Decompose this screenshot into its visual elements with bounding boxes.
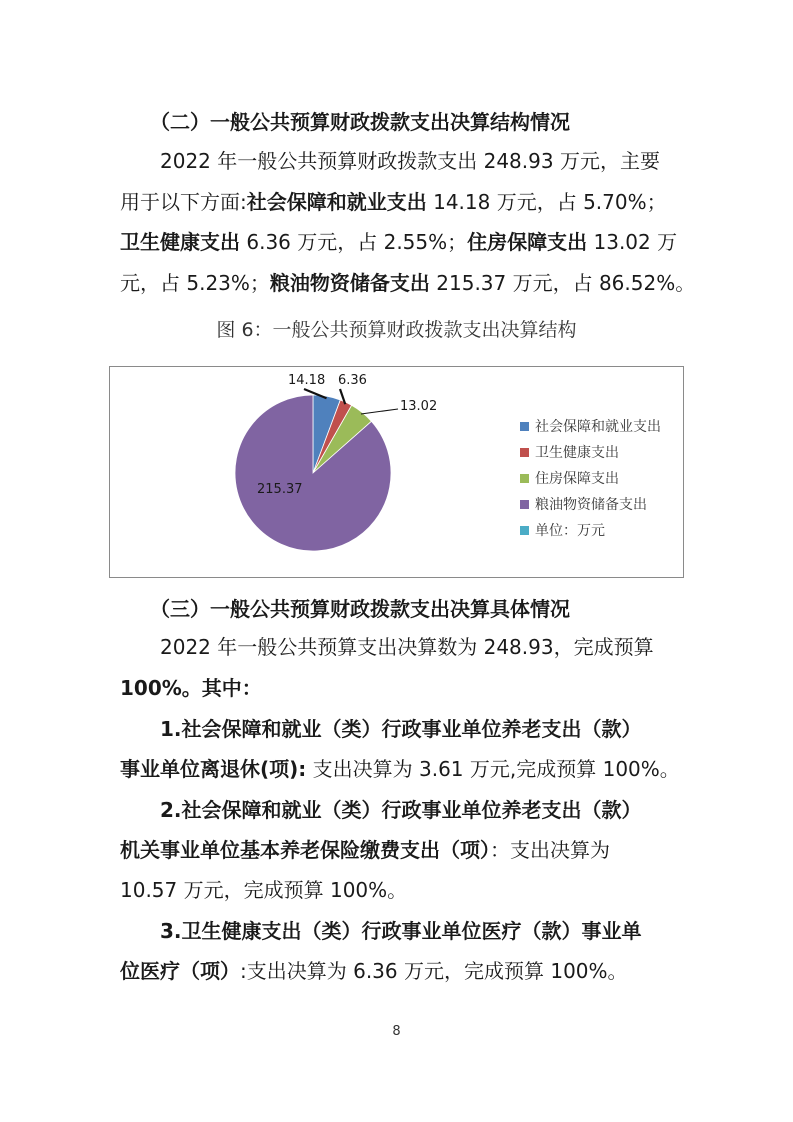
data-label-215-37: 215.37 [257,482,303,497]
legend-item-health [520,439,661,465]
item2-line3: 10.57 万元，完成预算 100%。 [120,878,408,902]
pie-chart [110,367,510,577]
legend-item-grain-reserve [520,491,661,517]
text-run: 13.02 万 [587,230,678,254]
text-run: :支出决算为 6.36 万元，完成预算 100%。 [240,959,628,983]
item3-line2 [120,958,680,984]
bold-term: 位医疗（项） [120,959,240,983]
legend-item-social-security [520,413,661,439]
item1-line2 [120,756,680,782]
legend-swatch [520,422,529,431]
bold-term: 社会保障和就业支出 [246,190,427,214]
text-run: 6.36 万元，占 2.55%； [240,230,468,254]
text-run: 215.37 万元，占 86.52%。 [429,271,696,295]
legend-item-housing [520,465,661,491]
legend-label: 单位：万元 [535,523,605,539]
section2-heading: （二）一般公共预算财政拨款支出决算结构情况 [150,110,570,134]
bold-term: 机关事业单位基本养老保险缴费支出（项） [120,838,490,862]
chart-legend [520,413,661,543]
section3-paragraph-line2: 100%。其中： [120,676,262,700]
text-run: 14.18 万元，占 5.70%； [426,190,667,214]
section2-paragraph-line3 [120,229,680,255]
legend-swatch [520,448,529,457]
text-run: 元，占 5.23%； [120,271,270,295]
text-run: 支出决算为 3.61 万元,完成预算 100%。 [306,757,680,781]
section3-paragraph-line1: 2022 年一般公共预算支出决算数为 248.93，完成预算 [160,635,654,659]
bold-term: 卫生健康支出 [120,230,240,254]
bold-term: 事业单位离退休(项): [120,757,307,781]
legend-item-unit [520,517,661,543]
data-label-6-36: 6.36 [338,373,367,388]
legend-swatch [520,474,529,483]
item2-line2 [120,837,680,863]
page-number: 8 [392,1024,401,1039]
legend-swatch [520,500,529,509]
legend-swatch [520,526,529,535]
section2-paragraph-line2 [120,189,680,215]
data-label-14-18: 14.18 [288,373,326,388]
leader-line-2 [361,409,398,414]
item3-line1: 3.卫生健康支出（类）行政事业单位医疗（款）事业单 [160,919,642,943]
legend-label: 卫生健康支出 [535,445,619,461]
text-run: ：支出决算为 [490,838,610,862]
data-label-13-02: 13.02 [400,399,438,414]
legend-label: 社会保障和就业支出 [535,419,661,435]
section2-paragraph-line1: 2022 年一般公共预算财政拨款支出 248.93 万元，主要 [160,149,660,173]
bold-term: 住房保障支出 [467,230,588,254]
section3-heading: （三）一般公共预算财政拨款支出决算具体情况 [150,597,570,621]
item2-line1: 2.社会保障和就业（类）行政事业单位养老支出（款） [160,798,642,822]
section2-paragraph-line4 [120,270,696,296]
text-run: 用于以下方面: [120,190,247,214]
legend-label: 粮油物资储备支出 [535,497,647,513]
bold-term: 粮油物资储备支出 [269,271,430,295]
legend-label: 住房保障支出 [535,471,619,487]
pie-chart-frame [109,366,684,578]
figure-caption: 图 6：一般公共预算财政拨款支出决算结构 [216,319,577,341]
item1-line1: 1.社会保障和就业（类）行政事业单位养老支出（款） [160,717,642,741]
